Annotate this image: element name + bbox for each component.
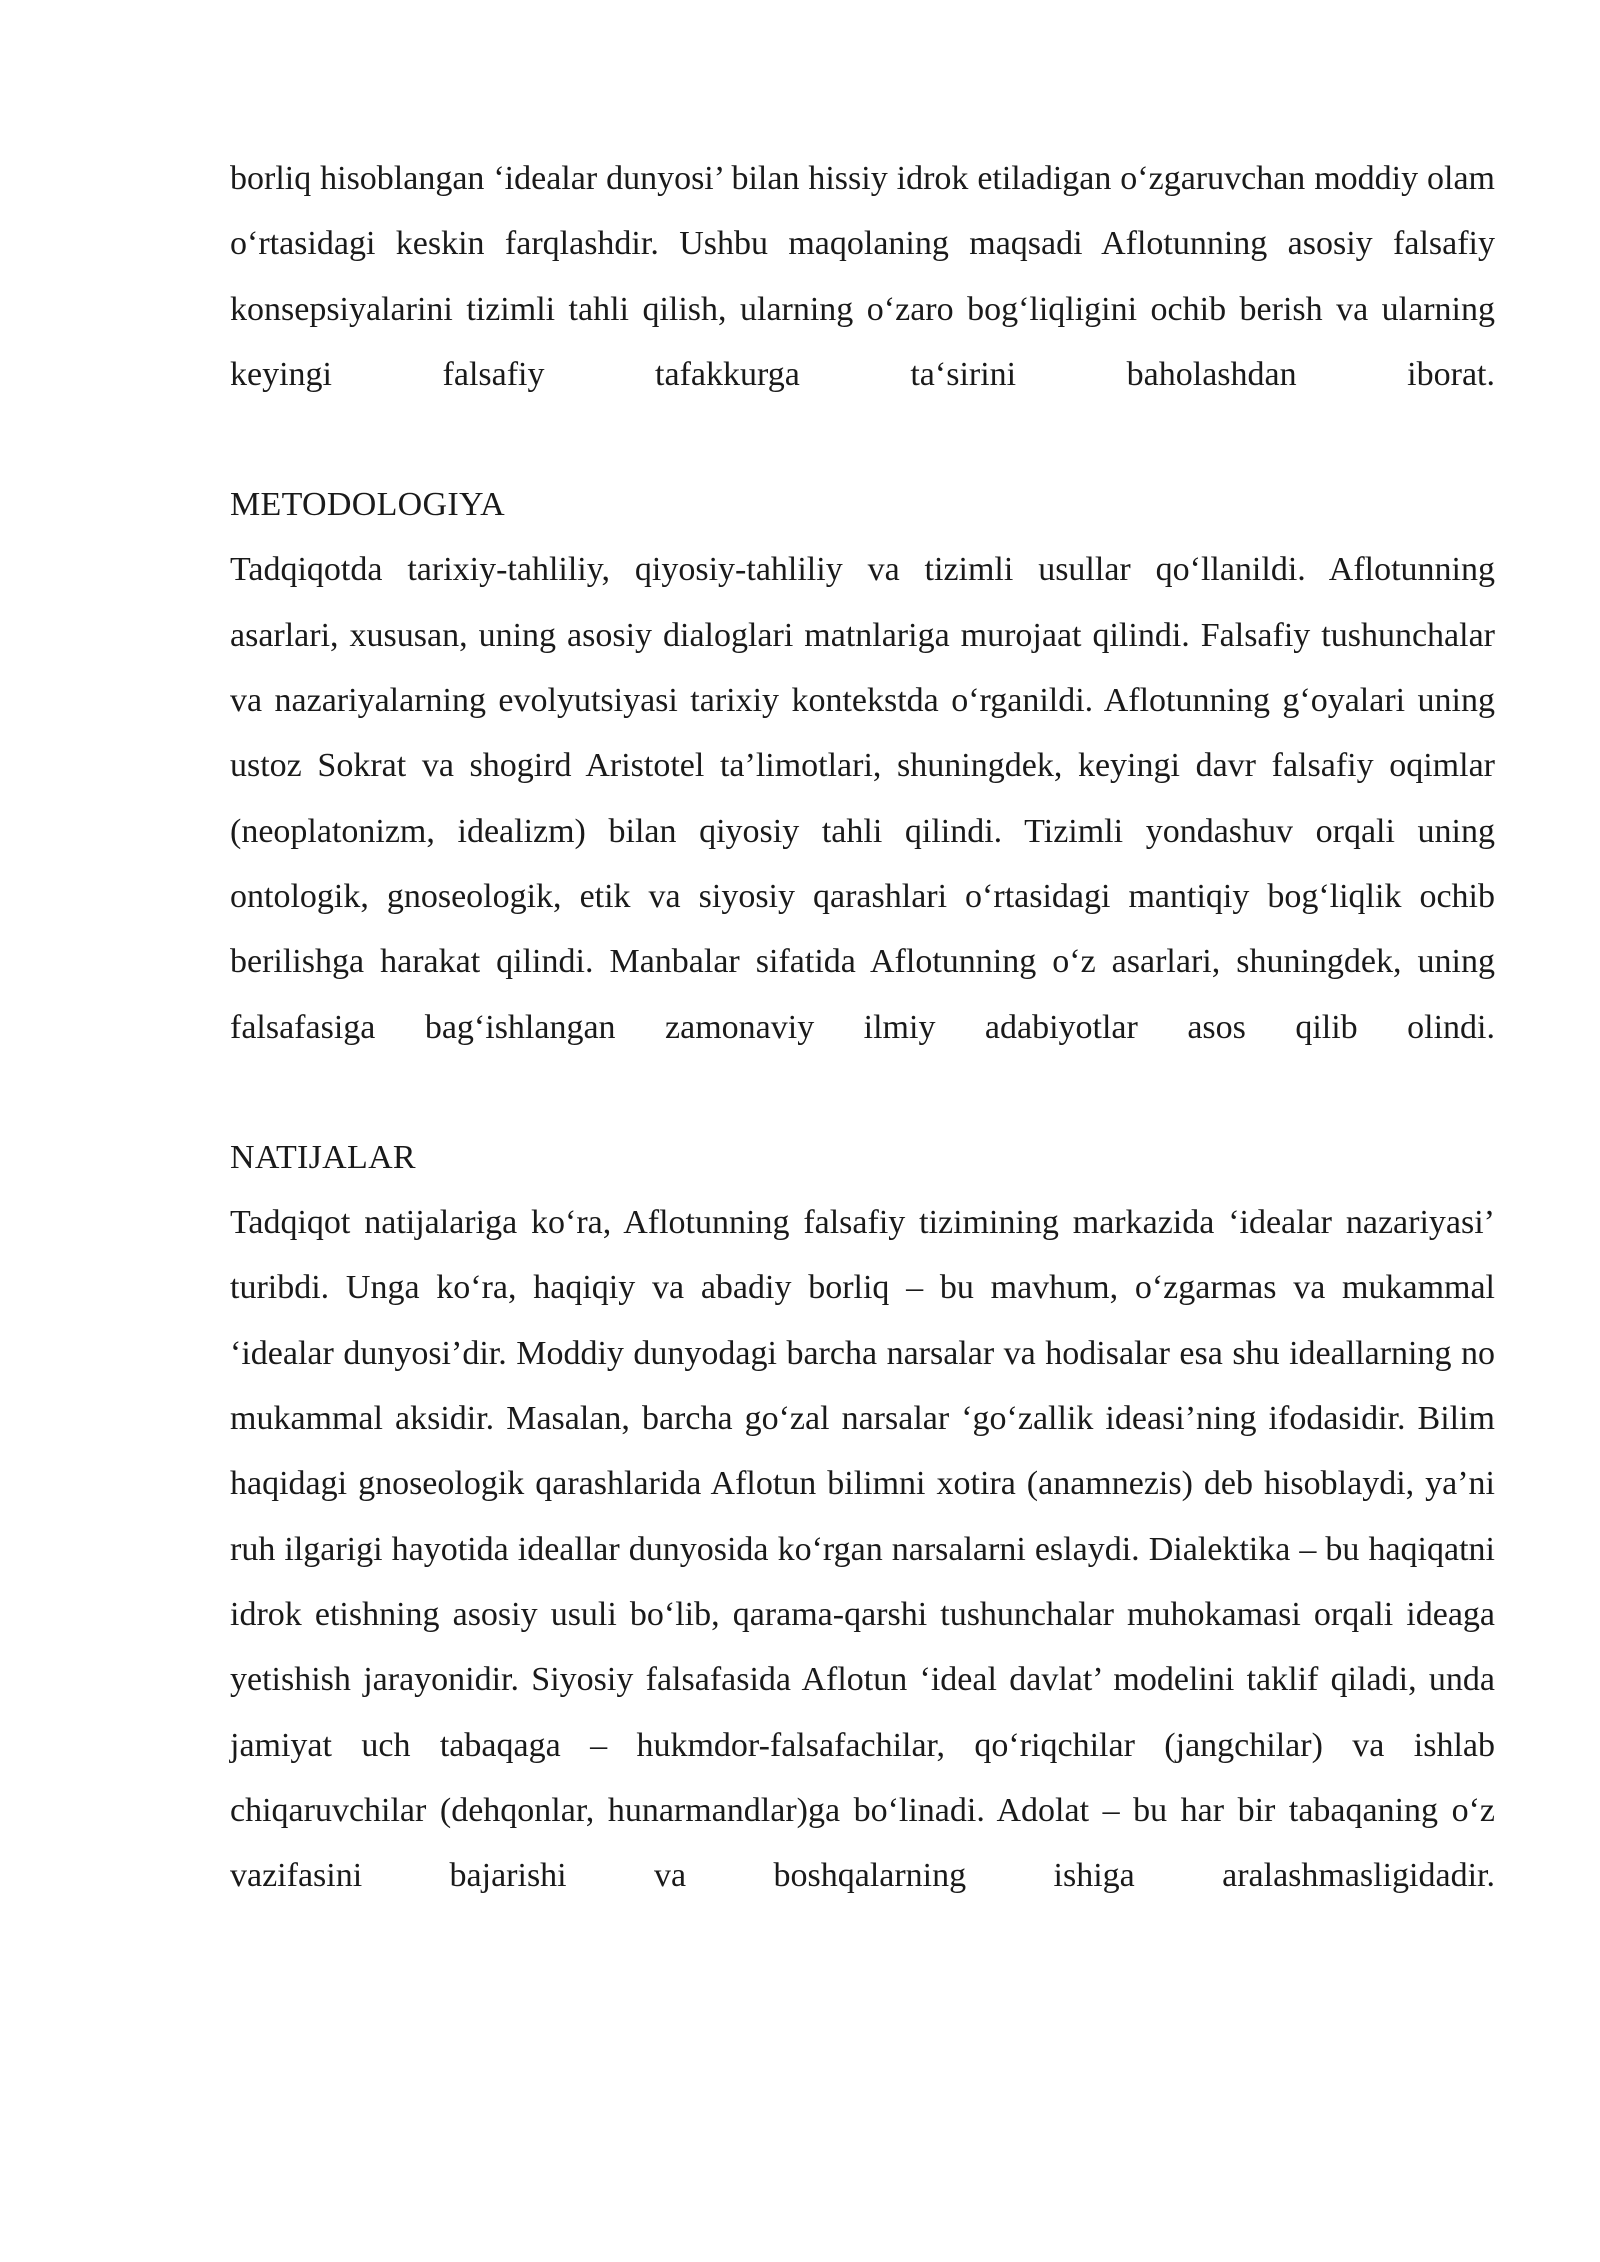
intro-paragraph: borliq hisoblangan ‘idealar dunyosi’ bilan hissiy idrok etiladigan o‘zgaruvchan moddiy olam o‘rtasidagi keskin farqlashdir. Ushbu maqolaning maqsadi Aflotunning asosiy falsafiy konsepsiyalarini tizimli tahli qilish, ularning o‘zaro bog‘liqligini ochib berish va ularning keyingi falsafiy tafakkurga ta‘sirini baholashdan iborat. (230, 160, 1495, 393)
results-paragraph: Tadqiqot natijalariga ko‘ra, Aflotunning falsafiy tizimining markazida ‘idealar nazariyasi’ turibdi. Unga ko‘ra, haqiqiy va abadiy borliq – bu mavhum, o‘zgarmas va mukammal ‘idealar dunyosi’dir. Moddiy dunyodagi barcha narsalar va hodisalar esa shu ideallarning no mukammal aksidir. Masalan, barcha go‘zal narsalar ‘go‘zallik ideasi’ning ifodasidir. Bilim haqidagi gnoseologik qarashlarida Aflotun bilimni xotira (anamnezis) deb hisoblaydi, ya’ni ruh ilgarigi hayotida ideallar dunyosida ko‘rgan narsalarni eslaydi. Dialektika – bu haqiqatni idrok etishning asosiy usuli bo‘lib, qarama-qarshi tushunchalar muhokamasi orqali ideaga yetishish jarayonidir. Siyosiy falsafasida Aflotun ‘ideal davlat’ modelini taklif qiladi, unda jamiyat uch tabaqaga – hukmdor-falsafachilar, qo‘riqchilar (jangchilar) va ishlab chiqaruvchilar (dehqonlar, hunarmandlar)ga bo‘linadi. Adolat – bu har bir tabaqaning o‘z vazifasini bajarishi va boshqalarning ishiga aralashmasligidadir. (230, 1204, 1495, 1895)
section-spacer (230, 1060, 1495, 1125)
section-spacer (230, 407, 1495, 472)
methodology-paragraph: Tadqiqotda tarixiy-tahliliy, qiyosiy-tahliliy va tizimli usullar qo‘llanildi. Aflotunning asarlari, xususan, uning asosiy dialoglari matnlariga murojaat qilindi. Falsafiy tushunchalar va nazariyalarning evolyutsiyasi tarixiy kontekstda o‘rganildi. Aflotunning g‘oyalari uning ustoz Sokrat va shogird Aristotel ta’limotlari, shuningdek, keyingi davr falsafiy oqimlar (neoplatonizm, idealizm) bilan qiyosiy tahli qilindi. Tizimli yondashuv orqali uning ontologik, gnoseologik, etik va siyosiy qarashlari o‘rtasidagi mantiqiy bog‘liqlik ochib berilishga harakat qilindi. Manbalar sifatida Aflotunning o‘z asarlari, shuningdek, uning falsafasiga bag‘ishlangan zamonaviy ilmiy adabiyotlar asos qilib olindi. (230, 551, 1495, 1046)
results-heading: NATIJALAR (230, 1138, 416, 1176)
methodology-heading: METODOLOGIYA (230, 486, 505, 524)
document-body (230, 146, 1495, 1908)
